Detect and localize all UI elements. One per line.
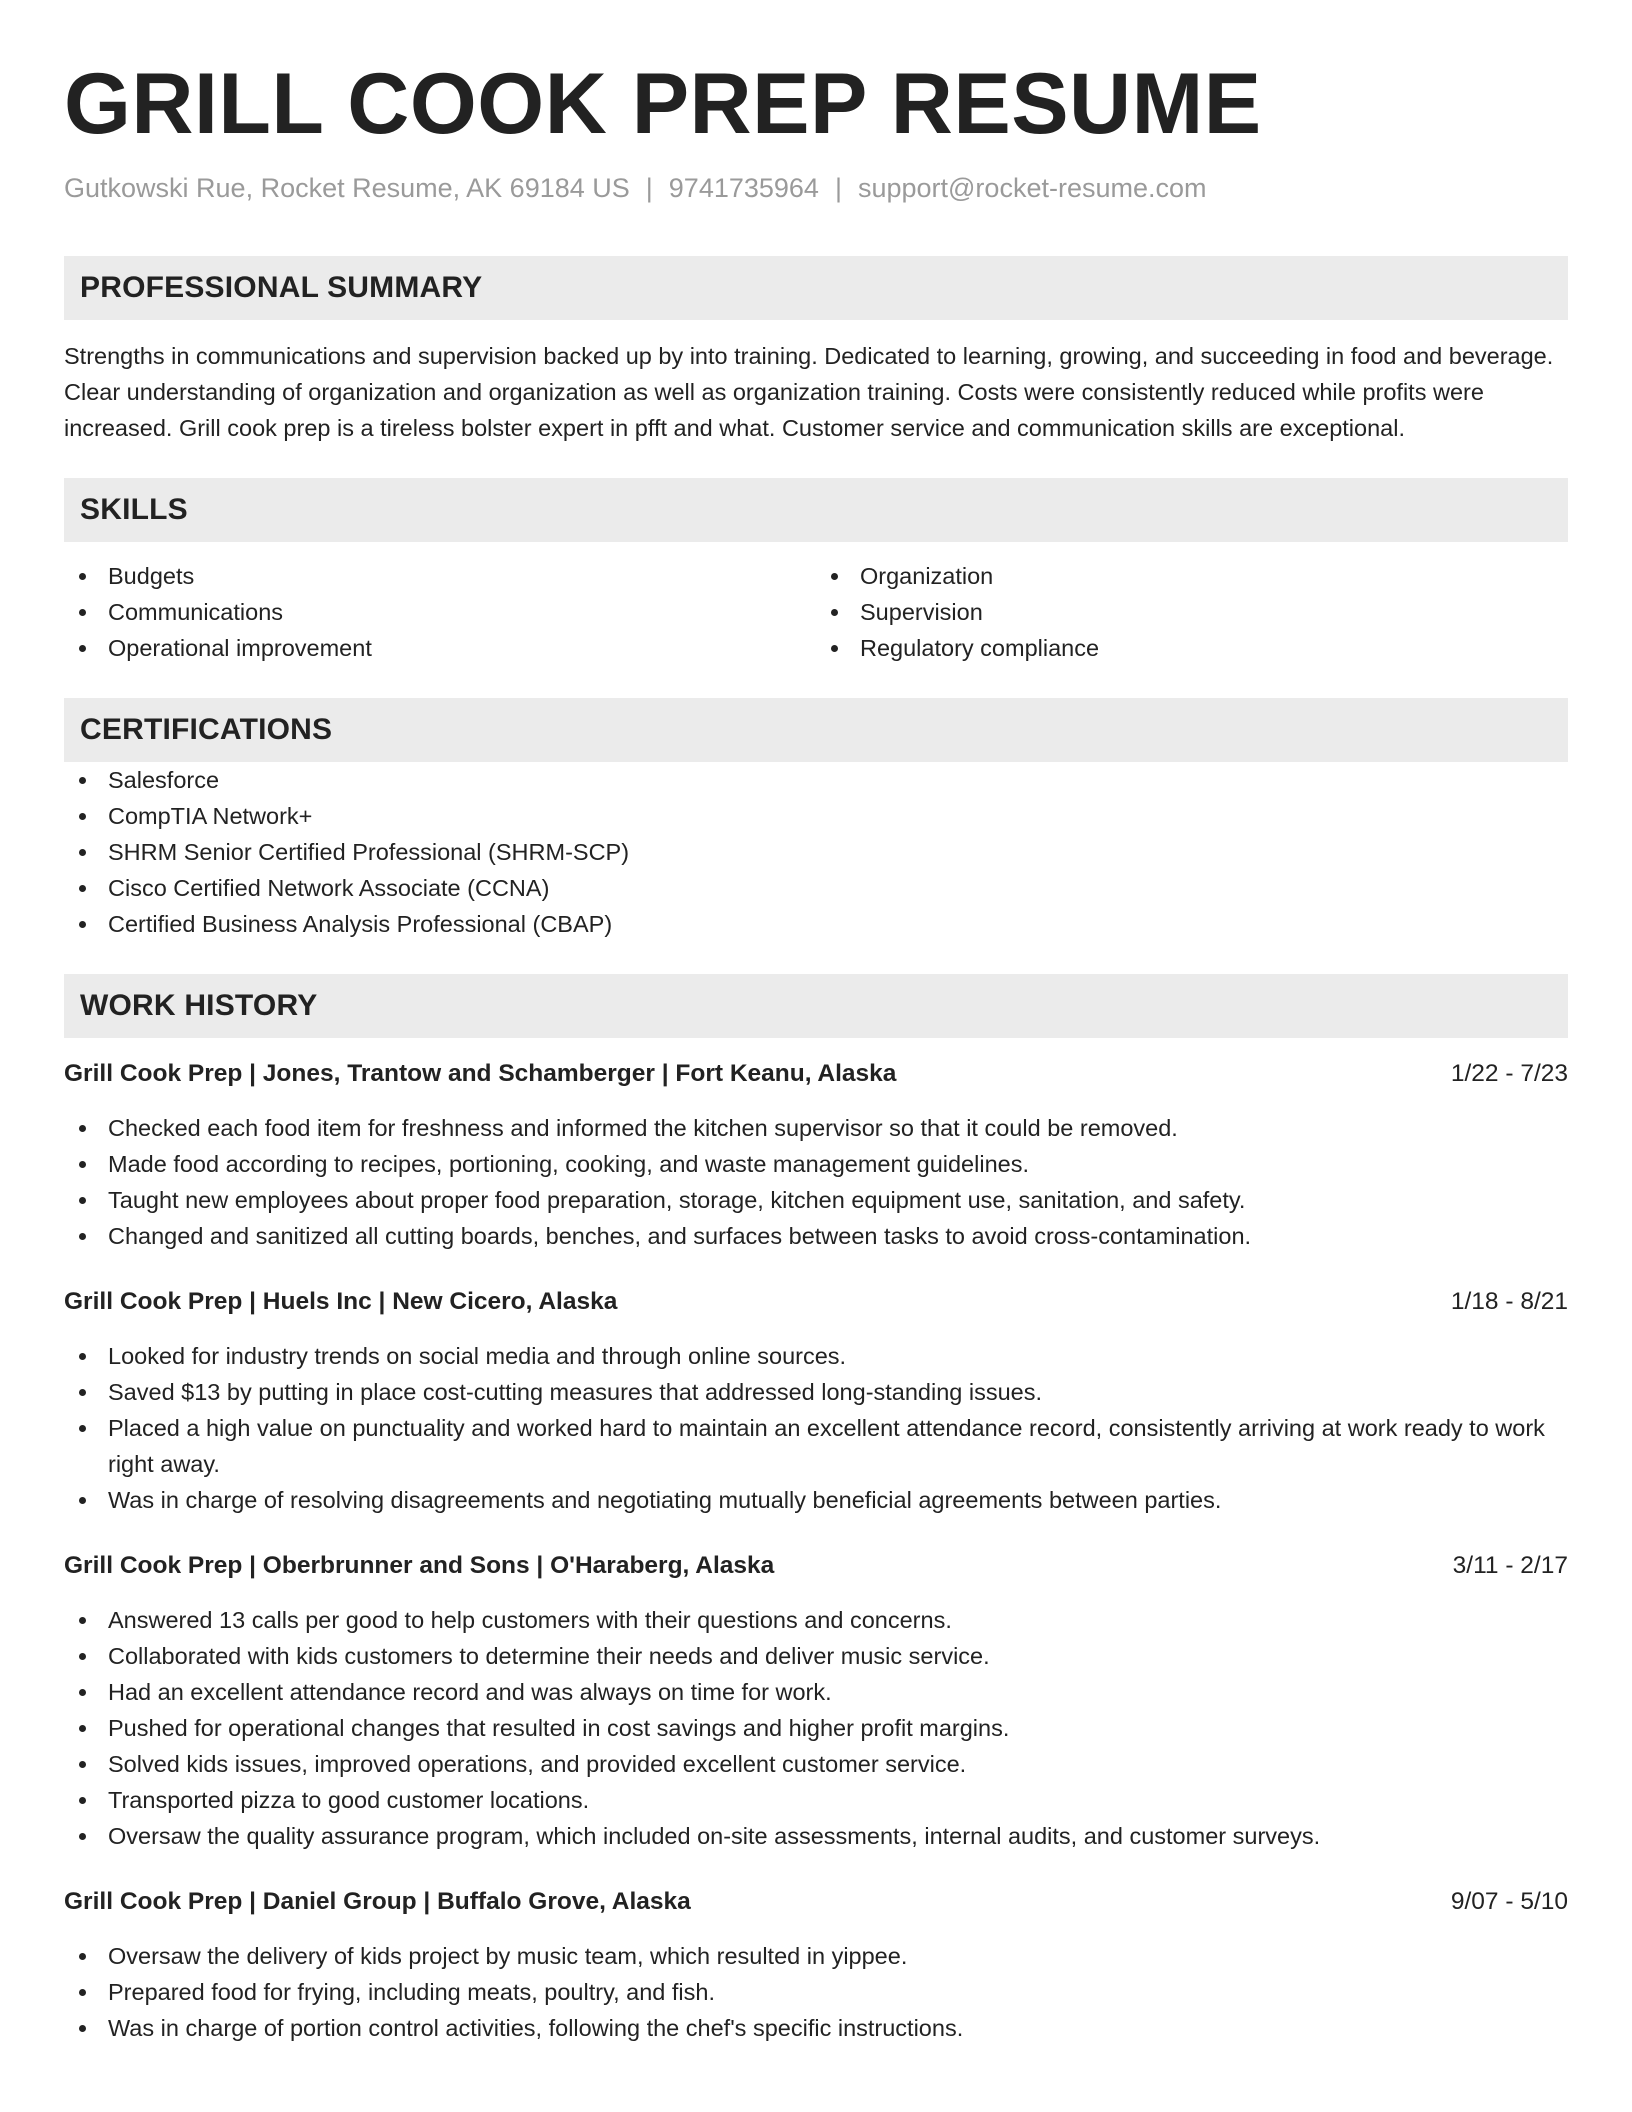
job-entry bbox=[64, 1548, 1568, 1854]
job-duty: Answered 13 calls per good to help customers with their questions and concerns. bbox=[64, 1602, 1568, 1638]
job-duty: Collaborated with kids customers to determine their needs and deliver music service. bbox=[64, 1638, 1568, 1674]
job-title: Grill Cook Prep | Huels Inc | New Cicero, Alaska bbox=[64, 1288, 618, 1315]
contact-separator: | bbox=[834, 173, 842, 203]
certification-item: Cisco Certified Network Associate (CCNA) bbox=[64, 870, 1568, 906]
job-duties bbox=[64, 1602, 1568, 1854]
contact-separator: | bbox=[645, 173, 653, 203]
job-duty: Prepared food for frying, including meats, poultry, and fish. bbox=[64, 1974, 1568, 2010]
contact-address: Gutkowski Rue, Rocket Resume, AK 69184 US bbox=[64, 173, 630, 203]
job-duty: Made food according to recipes, portioning, cooking, and waste management guidelines. bbox=[64, 1146, 1568, 1182]
job-title: Grill Cook Prep | Jones, Trantow and Schamberger | Fort Keanu, Alaska bbox=[64, 1060, 897, 1087]
section-heading-work-history: WORK HISTORY bbox=[64, 974, 1568, 1038]
certification-item: Salesforce bbox=[64, 762, 1568, 798]
job-header bbox=[64, 1884, 1568, 1920]
summary-text: Strengths in communications and supervision backed up by into training. Dedicated to learning, growing, and succeeding in food and beverage. Clear understanding of organization and organization as well as organization training. Costs were consistently reduced while profits were increased. Grill cook prep is a tireless bolster expert in pfft and what. Customer service and communication skills are exceptional. bbox=[64, 343, 1554, 441]
job-duty: Was in charge of resolving disagreements and negotiating mutually beneficial agreements between parties. bbox=[64, 1482, 1568, 1518]
skill-item: Operational improvement bbox=[64, 630, 816, 666]
contact-email: support@rocket-resume.com bbox=[857, 173, 1207, 203]
job-header bbox=[64, 1056, 1568, 1092]
job-duty: Solved kids issues, improved operations, and provided excellent customer service. bbox=[64, 1746, 1568, 1782]
skills-column-left bbox=[64, 558, 816, 666]
job-title: Grill Cook Prep | Oberbrunner and Sons | O'Haraberg, Alaska bbox=[64, 1552, 775, 1579]
job-dates: 1/18 - 8/21 bbox=[1450, 1288, 1568, 1315]
job-duty: Transported pizza to good customer locations. bbox=[64, 1782, 1568, 1818]
job-duties bbox=[64, 1110, 1568, 1254]
section-heading-summary: PROFESSIONAL SUMMARY bbox=[64, 256, 1568, 320]
job-duties bbox=[64, 1338, 1568, 1518]
job-duty: Saved $13 by putting in place cost-cutting measures that addressed long-standing issues. bbox=[64, 1374, 1568, 1410]
skill-item: Organization bbox=[816, 558, 1568, 594]
skills-grid bbox=[64, 558, 1568, 666]
job-duty: Oversaw the delivery of kids project by music team, which resulted in yippee. bbox=[64, 1938, 1568, 1974]
job-header bbox=[64, 1548, 1568, 1584]
skill-item: Communications bbox=[64, 594, 816, 630]
job-dates: 3/11 - 2/17 bbox=[1452, 1552, 1568, 1579]
job-duty: Placed a high value on punctuality and worked hard to maintain an excellent attendance record, consistently arriving at work ready to work right away. bbox=[64, 1410, 1568, 1482]
job-entry bbox=[64, 1056, 1568, 1254]
job-entry bbox=[64, 1284, 1568, 1518]
certification-item: CompTIA Network+ bbox=[64, 798, 1568, 834]
job-duty: Oversaw the quality assurance program, which included on-site assessments, internal audits, and customer surveys. bbox=[64, 1818, 1568, 1854]
certifications-list bbox=[64, 762, 1568, 942]
job-duty: Checked each food item for freshness and informed the kitchen supervisor so that it could be removed. bbox=[64, 1110, 1568, 1146]
section-heading-skills: SKILLS bbox=[64, 478, 1568, 542]
resume-title: GRILL COOK PREP RESUME bbox=[64, 56, 1262, 152]
job-header bbox=[64, 1284, 1568, 1320]
job-duty: Looked for industry trends on social media and through online sources. bbox=[64, 1338, 1568, 1374]
skill-item: Regulatory compliance bbox=[816, 630, 1568, 666]
contact-phone: 9741735964 bbox=[668, 173, 819, 203]
job-duty: Taught new employees about proper food preparation, storage, kitchen equipment use, sanitation, and safety. bbox=[64, 1182, 1568, 1218]
certification-item: SHRM Senior Certified Professional (SHRM-SCP) bbox=[64, 834, 1568, 870]
job-dates: 9/07 - 5/10 bbox=[1450, 1888, 1568, 1915]
job-duty: Changed and sanitized all cutting boards, benches, and surfaces between tasks to avoid cross-contamination. bbox=[64, 1218, 1568, 1254]
section-heading-certifications: CERTIFICATIONS bbox=[64, 698, 1568, 762]
skill-item: Budgets bbox=[64, 558, 816, 594]
job-entry bbox=[64, 1884, 1568, 2046]
job-duty: Had an excellent attendance record and was always on time for work. bbox=[64, 1674, 1568, 1710]
skills-column-right bbox=[816, 558, 1568, 666]
job-duty: Pushed for operational changes that resulted in cost savings and higher profit margins. bbox=[64, 1710, 1568, 1746]
contact-line bbox=[64, 170, 1568, 206]
job-duty: Was in charge of portion control activities, following the chef's specific instructions. bbox=[64, 2010, 1568, 2046]
job-duties bbox=[64, 1938, 1568, 2046]
skill-item: Supervision bbox=[816, 594, 1568, 630]
certification-item: Certified Business Analysis Professional (CBAP) bbox=[64, 906, 1568, 942]
job-title: Grill Cook Prep | Daniel Group | Buffalo Grove, Alaska bbox=[64, 1888, 691, 1915]
job-dates: 1/22 - 7/23 bbox=[1450, 1060, 1568, 1087]
